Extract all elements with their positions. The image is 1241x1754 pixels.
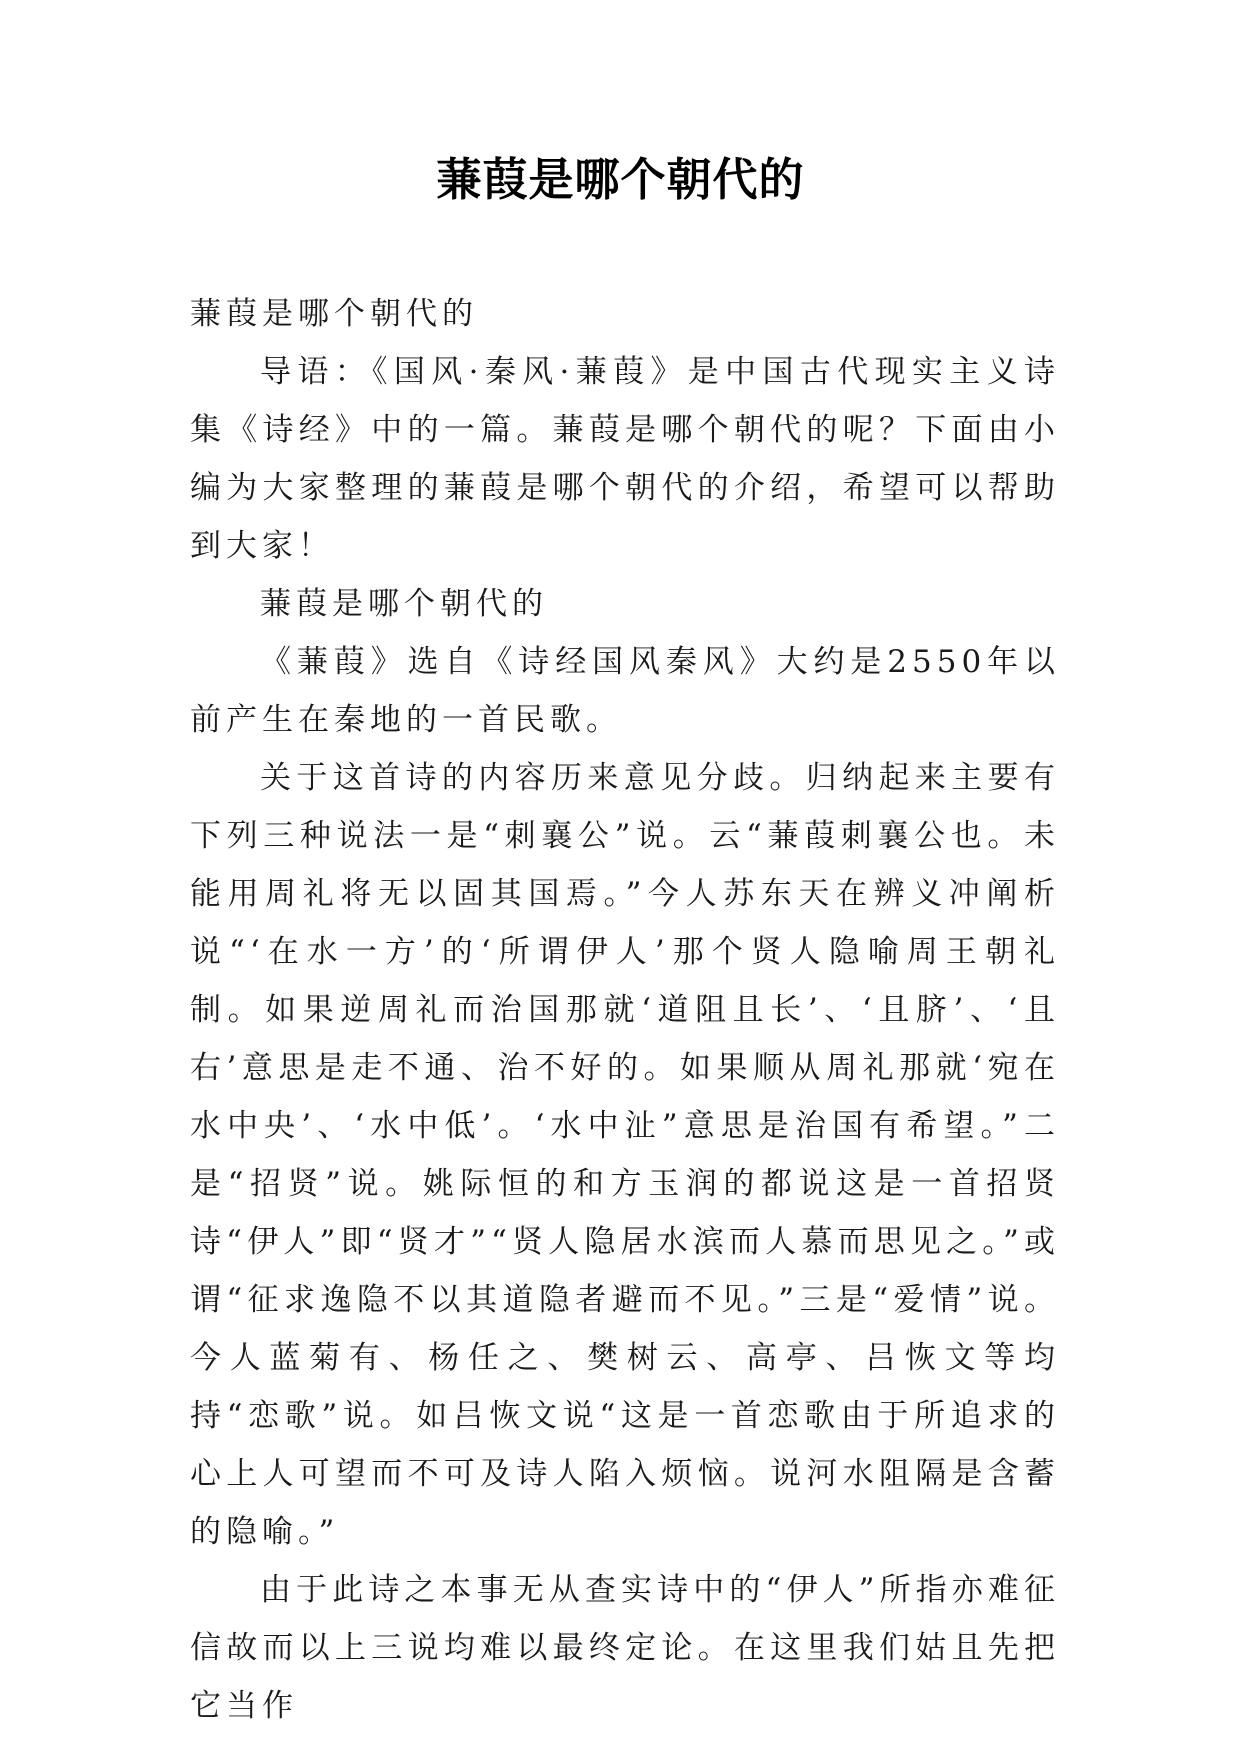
document-title: 蒹葭是哪个朝代的 (436, 153, 805, 206)
paragraph-subheading: 蒹葭是哪个朝代的 (260, 586, 548, 622)
paragraph-heading: 蒹葭是哪个朝代的 (190, 296, 478, 332)
paragraph-conclusion: 由于此诗之本事无从查实诗中的“伊人”所指亦难征信故而以上三说均难以最终定论。在这里我们姑且先把它当作 (190, 1572, 1060, 1724)
paragraph-origin: 《蒹葭》选自《诗经国风秦风》大约是2550年以前产生在秦地的一首民歌。 (190, 644, 1060, 738)
paragraph-intro: 导语：《国风·秦风·蒹葭》是中国古代现实主义诗集《诗经》中的一篇。蒹葭是哪个朝代的呢？下面由小编为大家整理的蒹葭是哪个朝代的介绍，希望可以帮助到大家！ (190, 354, 1060, 564)
paragraph-interpretations: 关于这首诗的内容历来意见分歧。归纳起来主要有下列三种说法一是“刺襄公”说。云“蒹葭刺襄公也。未能用周礼将无以固其国焉。”今人苏东天在辨义冲阐析说“‘在水一方’的‘所谓伊人’那个贤人隐喻周王朝礼制。如果逆周礼而治国那就‘道阻且长’、‘且脐’、‘且右’意思是走不通、治不好的。如果顺从周礼那就‘宛在水中央’、‘水中低’。‘水中沚”意思是治国有希望。”二是“招贤”说。姚际恒的和方玉润的都说这是一首招贤诗“伊人”即“贤才”“贤人隐居水滨而人慕而思见之。”或谓“征求逸隐不以其道隐者避而不见。”三是“爱情”说。今人蓝菊有、杨任之、樊树云、高亭、吕恢文等均持“恋歌”说。如吕恢文说“这是一首恋歌由于所追求的心上人可望而不可及诗人陷入烦恼。说河水阻隔是含蓄的隐喻。” (190, 760, 1060, 1550)
document-body (190, 285, 1060, 1735)
